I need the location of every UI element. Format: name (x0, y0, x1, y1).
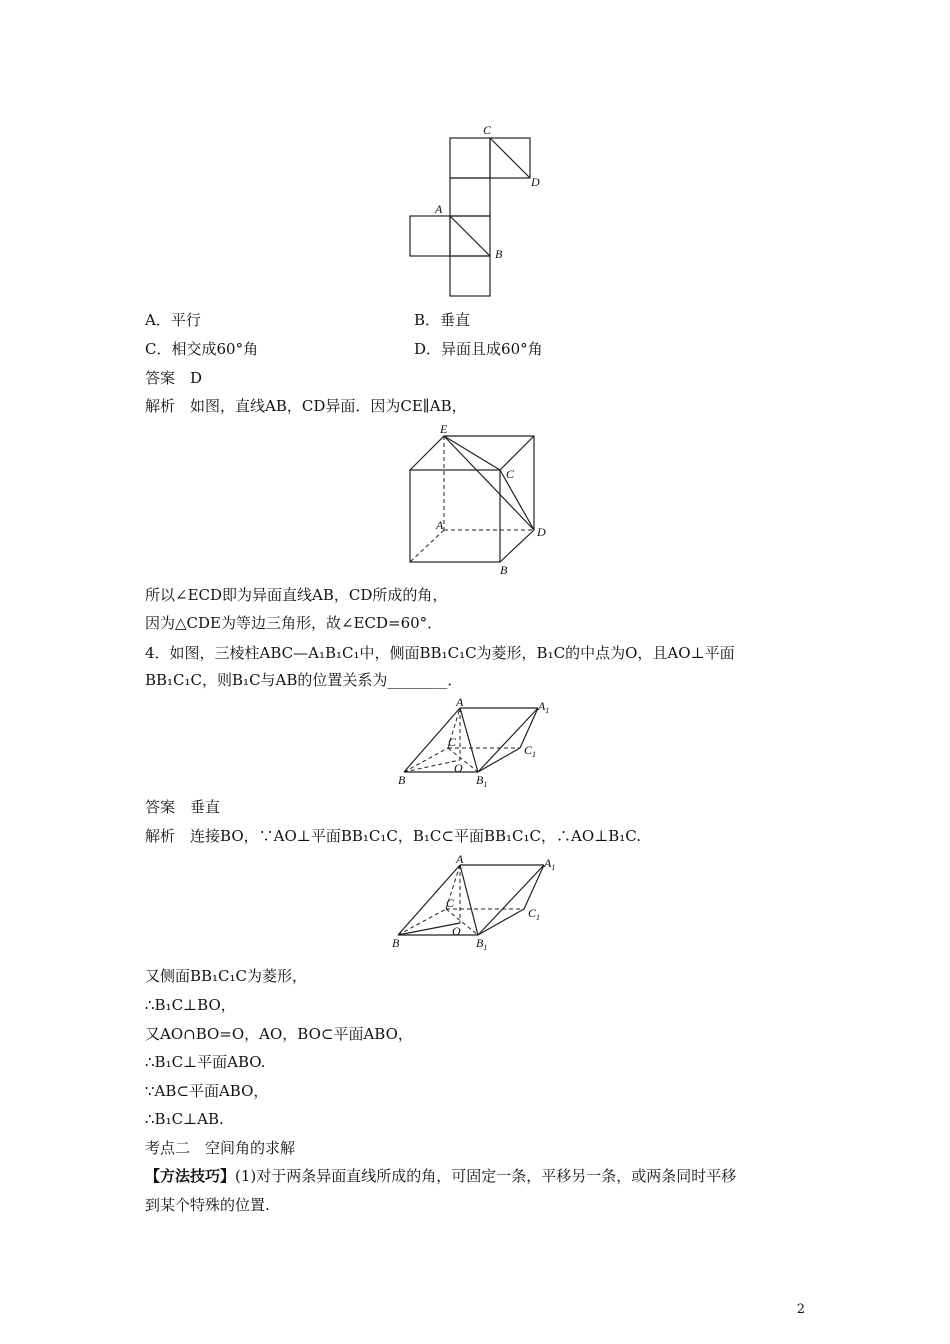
label-e: E (440, 422, 448, 436)
label-b1: $B_1$ (476, 936, 488, 952)
q3-conclusion-2: 因为△CDE为等边三角形，故∠ECD=60°． (145, 614, 443, 632)
method-tip-line-2: 到某个特殊的位置. (145, 1196, 270, 1214)
label-c1: $C_1$ (524, 743, 537, 759)
prism-figure-1 (390, 696, 570, 791)
label-b: B (495, 247, 503, 261)
q3-answer: 答案 D (145, 369, 203, 387)
label-a: A (456, 852, 464, 866)
q3-conclusion-1: 所以∠ECD即为异面直线AB，CD所成的角， (145, 586, 448, 604)
cube-figure (400, 422, 560, 577)
q4-stem-line-1: 4．如图，三棱柱ABC—A₁B₁C₁中，侧面BB₁C₁C为菱形，B₁C的中点为O，且AO⊥平面 (145, 644, 735, 662)
cube-net-figure (400, 120, 560, 305)
q4-stem-line-2: BB₁C₁C，则B₁C与AB的位置关系为________． (145, 671, 463, 689)
label-a: A (456, 695, 464, 709)
method-tip-label: 【方法技巧】 (145, 1167, 236, 1185)
page-number: 2 (796, 1302, 805, 1317)
section-title: 考点二 空间角的求解 (145, 1139, 296, 1157)
step-5: ∵AB⊂平面ABO， (145, 1082, 269, 1100)
label-c: C (483, 123, 492, 137)
label-o: O (452, 924, 461, 938)
label-c1: $C_1$ (528, 906, 541, 922)
step-1: 又侧面BB₁C₁C为菱形， (145, 967, 308, 985)
label-c: C (448, 735, 457, 749)
label-d: D (531, 175, 540, 189)
q3-analysis: 解析 如图，直线AB，CD异面．因为CE∥AB， (145, 397, 467, 415)
label-o: O (454, 761, 463, 775)
step-3: 又AO∩BO=O，AO，BO⊂平面ABO， (145, 1025, 413, 1043)
q4-analysis: 解析 连接BO，∵AO⊥平面BB₁C₁C，B₁C⊂平面BB₁C₁C，∴AO⊥B₁C. (145, 827, 641, 845)
label-a: A (436, 518, 444, 532)
label-c: C (446, 896, 455, 910)
step-4: ∴B₁C⊥平面ABO. (145, 1053, 266, 1071)
label-a1: $A_1$ (538, 699, 550, 715)
label-c: C (506, 467, 515, 481)
q4-answer: 答案 垂直 (145, 798, 221, 816)
method-tip-line-1: 【方法技巧】(1)对于两条异面直线所成的角，可固定一条，平移另一条，或两条同时平移 (145, 1167, 737, 1185)
label-d: D (537, 525, 546, 539)
label-a1: $A_1$ (544, 856, 556, 872)
option-c: C．相交成60°角 (145, 340, 259, 358)
option-a: A．平行 (145, 311, 201, 329)
prism-figure-2 (384, 851, 574, 956)
label-b: B (392, 936, 400, 950)
step-2: ∴B₁C⊥BO， (145, 996, 236, 1014)
option-b: B．垂直 (414, 311, 471, 329)
option-d: D．异面且成60°角 (414, 340, 543, 358)
label-b1: $B_1$ (476, 773, 488, 789)
step-6: ∴B₁C⊥AB. (145, 1110, 224, 1128)
label-a: A (435, 202, 443, 216)
label-b: B (398, 773, 406, 787)
label-b: B (500, 563, 508, 577)
